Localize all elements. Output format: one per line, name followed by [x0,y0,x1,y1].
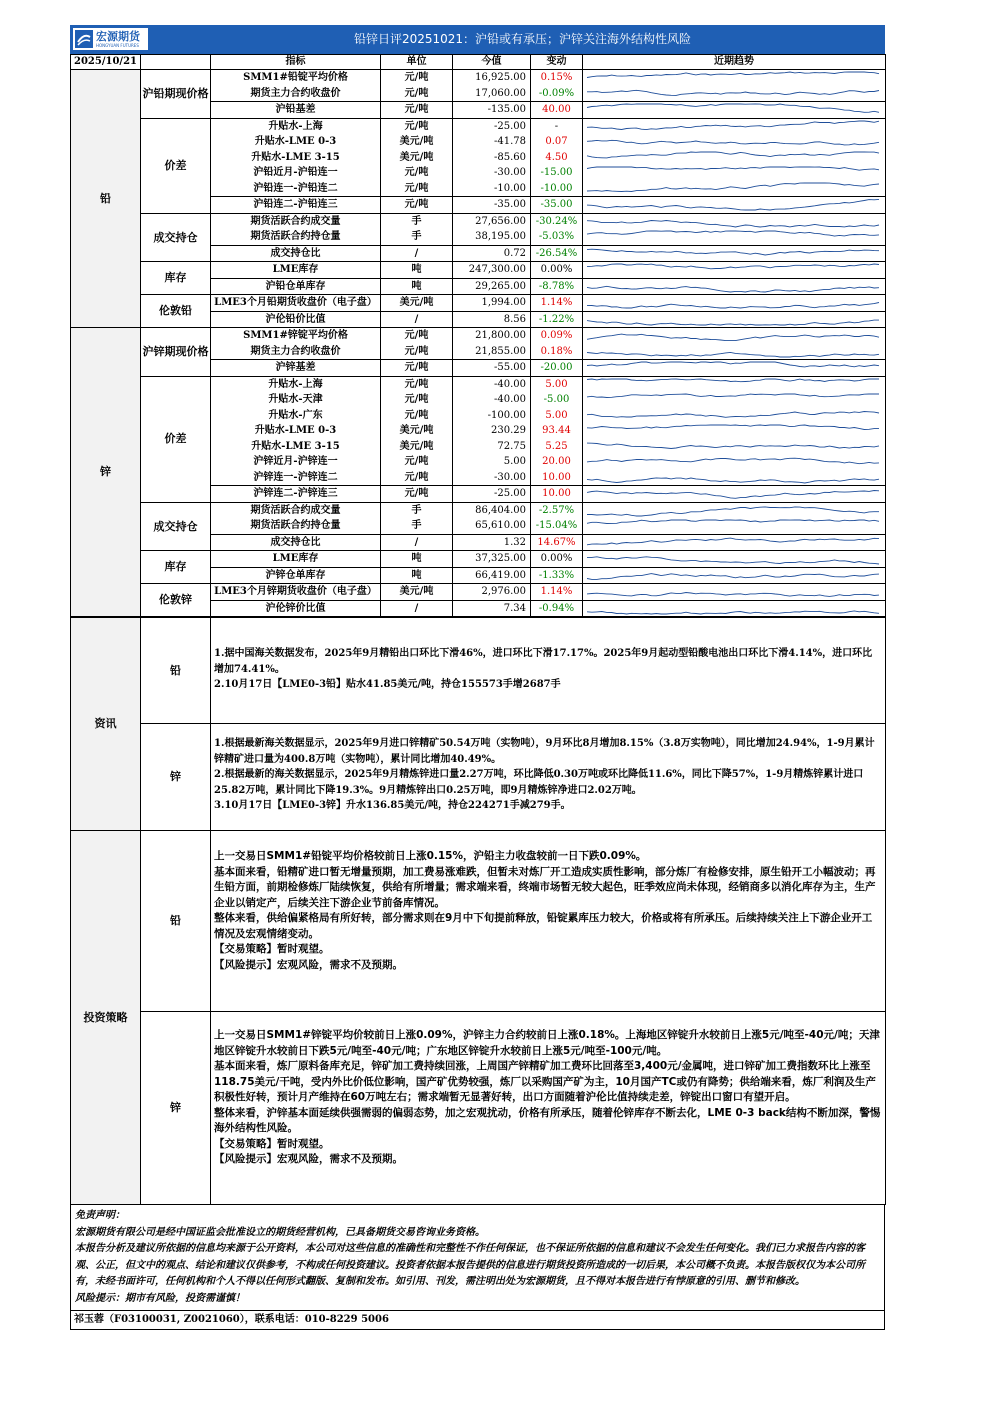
table-row [71,213,886,229]
change-value: -2.57% [531,502,583,518]
trend-sparkline [583,134,883,149]
current-value: -25.00 [453,486,531,503]
group-label: 沪铅期现价格 [141,70,211,119]
strategy-lead-content [211,831,886,1012]
group-label: 库存 [141,551,211,584]
indicator-name: LME3个月锌期货收盘价（电子盘） [211,584,381,601]
table-row [71,551,886,568]
trend-cell [583,439,886,455]
indicator-unit: 吨 [381,262,453,279]
trend-sparkline [583,214,883,229]
trend-cell [583,344,886,360]
table-row [71,70,886,86]
indicator-unit: 元/吨 [381,70,453,86]
current-value: 17,060.00 [453,86,531,102]
change-value: -15.00 [531,165,583,181]
news-zinc-item: 3.10月17日【LME0-3锌】升水136.85美元/吨，持仓224271手减279手。 [214,800,571,811]
indicator-name: 沪铅近月-沪铅连一 [211,165,381,181]
trend-cell [583,518,886,534]
strategy-zinc-content [211,1012,886,1205]
change-value: -10.00 [531,181,583,197]
current-value: -41.78 [453,134,531,150]
indicator-unit: 元/吨 [381,118,453,134]
trend-sparkline [583,246,883,261]
news-zinc-item: 2.根据最新的海关数据显示，2025年9月精炼锌进口量2.27万吨，环比降低0.30万吨或环比降低11.6%，同比下降57%，1-9月精炼锌累计进口25.82万吨，累计同比下降19.3%。9月精炼锌出口0.25万吨，即9月精炼锌净进口2.02万吨。 [214,769,864,796]
indicator-unit: 元/吨 [381,165,453,181]
trend-cell [583,376,886,392]
group-label: 伦敦铅 [141,295,211,328]
header-trend: 近期趋势 [583,55,886,70]
indicator-unit: 元/吨 [381,344,453,360]
header-indicator: 指标 [211,55,381,70]
current-value: 66,419.00 [453,567,531,584]
strategy-zinc-para: 整体来看，沪锌基本面延续供强需弱的偏弱态势，加之宏观扰动，价格有所承压，随着伦锌库存不断去化，LME 0-3 back结构不断加深，警惕海外结构性风险。 [214,1106,881,1134]
trend-cell [583,134,886,150]
trend-cell [583,229,886,245]
change-value: 0.09% [531,328,583,344]
trend-cell [583,470,886,486]
change-value: 0.15% [531,70,583,86]
trend-cell [583,454,886,470]
trend-sparkline [583,535,883,550]
change-value: - [531,118,583,134]
current-value: -85.60 [453,150,531,166]
indicator-name: 沪锌仓单库存 [211,567,381,584]
indicator-unit: 元/吨 [381,181,453,197]
trend-sparkline [583,503,883,518]
news-lead-content [211,618,886,724]
indicator-name: LME库存 [211,551,381,568]
indicator-unit: 元/吨 [381,392,453,408]
disclaimer-para: 本报告分析及建议所依据的信息均来源于公开资料，本公司对这些信息的准确性和完整性不作任何保证，也不保证所依据的信息和建议不会发生任何变化。我们已力求报告内容的客观、公正，但文中的观点、结论和建议仅供参考，不构成任何投资建议。投资者依据本报告提供的信息进行期货投资所造成的一切后果，本公司概不负责。本报告版权仅为本公司所有，未经书面许可，任何机构和个人不得以任何形式翻版、复制和发布。如引用、刊发，需注明出处为宏源期货，且不得对本报告进行有悖原意的引用、删节和修改。 [75,1243,865,1287]
table-row [71,502,886,518]
trend-sparkline [583,102,883,117]
current-value: 86,404.00 [453,502,531,518]
current-value: 5.00 [453,454,531,470]
trend-sparkline [583,344,883,359]
current-value: 21,855.00 [453,344,531,360]
strategy-category: 投资策略 [71,831,141,1205]
strategy-lead-para: 上一交易日SMM1#铅锭平均价格较前日上涨0.15%，沪铅主力收盘较前一日下跌0.09%。 [214,850,647,862]
change-value: 5.00 [531,376,583,392]
current-value: 72.75 [453,439,531,455]
indicator-name: 沪锌连一-沪锌连二 [211,470,381,486]
change-value: -5.03% [531,229,583,245]
current-value: 37,325.00 [453,551,531,568]
indicator-name: 沪锌近月-沪锌连一 [211,454,381,470]
trend-sparkline [583,86,883,101]
current-value: 1.32 [453,534,531,551]
group-label: 价差 [141,376,211,502]
change-value: 5.00 [531,408,583,424]
trend-cell [583,311,886,328]
change-value: 5.25 [531,439,583,455]
metal-category: 锌 [71,328,141,617]
current-value: -10.00 [453,181,531,197]
table-header-row [71,55,886,70]
trend-cell [583,181,886,197]
trend-cell [583,408,886,424]
current-value: -30.00 [453,165,531,181]
trend-sparkline [583,150,883,165]
title-bar [70,25,885,54]
trend-sparkline [583,312,883,327]
group-label: 成交持仓 [141,502,211,551]
trend-sparkline [583,470,883,485]
header-blank [141,55,211,70]
indicator-unit: 元/吨 [381,102,453,119]
current-value: 8.56 [453,311,531,328]
change-value: -8.78% [531,278,583,295]
indicator-name: 沪铅连一-沪铅连二 [211,181,381,197]
trend-cell [583,534,886,551]
indicator-unit: 美元/吨 [381,150,453,166]
current-value: -135.00 [453,102,531,119]
group-label: 伦敦锌 [141,584,211,617]
indicator-unit: 手 [381,502,453,518]
trend-sparkline [583,551,883,566]
trend-cell [583,118,886,134]
news-strategy-table [70,617,886,1205]
news-zinc-row [71,724,886,831]
change-value: -30.24% [531,213,583,229]
change-value: -5.00 [531,392,583,408]
strategy-zinc-para: 【风险提示】宏观风险，需求不及预期。 [214,1153,403,1165]
change-value: 10.00 [531,470,583,486]
indicator-name: 升贴水-LME 0-3 [211,423,381,439]
trend-sparkline [583,601,883,616]
current-value: 21,800.00 [453,328,531,344]
indicator-unit: 元/吨 [381,328,453,344]
trend-cell [583,165,886,181]
change-value: 93.44 [531,423,583,439]
current-value: -30.00 [453,470,531,486]
header-value: 今值 [453,55,531,70]
trend-sparkline [583,165,883,180]
change-value: 0.07 [531,134,583,150]
indicator-unit: 元/吨 [381,486,453,503]
change-value: 0.00% [531,262,583,279]
indicator-unit: 美元/吨 [381,134,453,150]
indicator-name: 沪锌基差 [211,360,381,377]
current-value: -55.00 [453,360,531,377]
indicator-unit: / [381,311,453,328]
trend-sparkline [583,377,883,392]
trend-sparkline [583,408,883,423]
strategy-lead-label: 铅 [141,831,211,1012]
change-value: -15.04% [531,518,583,534]
news-lead-row [71,618,886,724]
group-label: 沪锌期现价格 [141,328,211,377]
change-value: 1.14% [531,295,583,312]
indicator-unit: 手 [381,229,453,245]
current-value: -100.00 [453,408,531,424]
trend-sparkline [583,486,883,501]
current-value: 230.29 [453,423,531,439]
indicator-name: 期货活跃合约成交量 [211,213,381,229]
news-lead-item: 1.据中国海关数据发布，2025年9月精铅出口环比下滑46%，进口环比下滑17.17%。2025年9月起动型铅酸电池出口环比下滑4.14%，进口环比增加74.41%。 [214,648,873,675]
indicator-unit: 元/吨 [381,197,453,214]
change-value: 10.00 [531,486,583,503]
news-lead-item: 2.10月17日【LME0-3铅】贴水41.85美元/吨，持仓155573手增2687手 [214,679,561,690]
indicator-unit: 元/吨 [381,470,453,486]
current-value: 7.34 [453,600,531,617]
trend-sparkline [583,262,883,277]
strategy-lead-para: 整体来看，供给偏紧格局有所好转，部分需求则在9月中下旬提前释放，铅锭累库压力较大，价格或将有所承压。后续持续关注上下游企业开工情况及宏观情绪变动。 [214,912,873,940]
indicator-name: 成交持仓比 [211,534,381,551]
indicator-unit: 元/吨 [381,86,453,102]
indicator-name: 期货主力合约收盘价 [211,344,381,360]
indicator-name: 升贴水-LME 3-15 [211,439,381,455]
trend-cell [583,551,886,568]
trend-cell [583,197,886,214]
indicator-name: 沪伦铅价比值 [211,311,381,328]
group-label: 价差 [141,118,211,213]
indicator-unit: 手 [381,518,453,534]
table-row [71,584,886,601]
indicator-name: SMM1#锌锭平均价格 [211,328,381,344]
change-value: -35.00 [531,197,583,214]
news-lead-label: 铅 [141,618,211,724]
trend-cell [583,86,886,102]
current-value: 247,300.00 [453,262,531,279]
trend-cell [583,567,886,584]
report-document [70,25,885,1330]
indicator-unit: 美元/吨 [381,295,453,312]
trend-cell [583,213,886,229]
indicator-unit: / [381,245,453,262]
company-logo [73,28,148,50]
indicator-name: 期货活跃合约持仓量 [211,518,381,534]
header-unit: 单位 [381,55,453,70]
indicator-name: 期货主力合约收盘价 [211,86,381,102]
indicator-name: 升贴水-上海 [211,376,381,392]
data-table [70,54,886,617]
indicator-name: 升贴水-LME 3-15 [211,150,381,166]
logo-text-en: HONGYUAN FUTURES [96,42,139,48]
trend-cell [583,278,886,295]
indicator-name: LME库存 [211,262,381,279]
trend-sparkline [583,279,883,294]
trend-cell [583,423,886,439]
indicator-unit: 元/吨 [381,360,453,377]
indicator-name: 升贴水-上海 [211,118,381,134]
strategy-lead-row [71,831,886,1012]
report-title: 铅锌日评20251021：沪铅或有承压；沪锌关注海外结构性风险 [353,32,692,46]
trend-sparkline [583,518,883,533]
trend-sparkline [583,454,883,469]
indicator-unit: 元/吨 [381,408,453,424]
strategy-zinc-label: 锌 [141,1012,211,1205]
current-value: 29,265.00 [453,278,531,295]
change-value: -20.00 [531,360,583,377]
trend-cell [583,600,886,617]
trend-cell [583,328,886,344]
indicator-name: 沪铅连二-沪铅连三 [211,197,381,214]
trend-cell [583,295,886,312]
trend-sparkline [583,119,883,134]
trend-cell [583,102,886,119]
current-value: 1,994.00 [453,295,531,312]
indicator-name: 沪伦锌价比值 [211,600,381,617]
indicator-unit: 美元/吨 [381,584,453,601]
news-zinc-item: 1.根据最新海关数据显示，2025年9月进口锌精矿50.54万吨（实物吨），9月环比8月增加8.15%（3.8万实物吨），同比增加24.94%，1-9月累计锌精矿进口量为400.8万吨（实物吨），累计同比增加40.49%。 [214,738,875,765]
trend-cell [583,70,886,86]
change-value: 0.18% [531,344,583,360]
current-value: 38,195.00 [453,229,531,245]
trend-cell [583,392,886,408]
news-category: 资讯 [71,618,141,831]
header-date: 2025/10/21 [71,55,141,70]
change-value: 14.67% [531,534,583,551]
current-value: -25.00 [453,118,531,134]
indicator-unit: / [381,600,453,617]
trend-cell [583,584,886,601]
change-value: 0.00% [531,551,583,568]
strategy-zinc-para: 上一交易日SMM1#锌锭平均价较前日上涨0.09%，沪锌主力合约较前日上涨0.18%。上海地区锌锭升水较前日上涨5元/吨至-40元/吨；天津地区锌锭升水较前日下跌5元/吨至-40元/吨；广东地区锌锭升水较前日上涨5元/吨至-100元/吨。 [214,1029,880,1057]
trend-sparkline [583,295,883,310]
change-value: -1.33% [531,567,583,584]
news-zinc-content [211,724,886,831]
current-value: 2,976.00 [453,584,531,601]
current-value: -40.00 [453,392,531,408]
indicator-name: SMM1#铅锭平均价格 [211,70,381,86]
table-row [71,262,886,279]
strategy-lead-para: 基本面来看，铅精矿进口暂无增量预期，加工费易涨难跌，但暂未对炼厂开工造成实质性影响，部分炼厂有检修安排，原生铅开工小幅波动；再生铅方面，前期检修炼厂陆续恢复，供给有所增量；需求端来看，终端市场暂无较大起色，旺季效应尚未体现，经销商多以消化库存为主，生产企业以销定产，后续关注下游企业节前备库情况。 [214,865,876,909]
indicator-name: 升贴水-广东 [211,408,381,424]
trend-sparkline [583,392,883,407]
table-row [71,376,886,392]
metal-category: 铅 [71,70,141,328]
trend-sparkline [583,423,883,438]
indicator-unit: 手 [381,213,453,229]
trend-sparkline [583,70,883,85]
indicator-unit: 美元/吨 [381,439,453,455]
news-zinc-label: 锌 [141,724,211,831]
table-row [71,118,886,134]
trend-sparkline [583,181,883,196]
current-value: 0.72 [453,245,531,262]
disclaimer [70,1205,885,1311]
current-value: -35.00 [453,197,531,214]
indicator-name: 沪铅基差 [211,102,381,119]
trend-sparkline [583,229,883,244]
indicator-unit: / [381,534,453,551]
trend-sparkline [583,584,883,599]
trend-sparkline [583,328,883,343]
logo-mark-icon [75,30,93,48]
strategy-zinc-row [71,1012,886,1205]
change-value: 20.00 [531,454,583,470]
indicator-unit: 吨 [381,567,453,584]
trend-cell [583,150,886,166]
indicator-name: 期货活跃合约持仓量 [211,229,381,245]
trend-cell [583,360,886,377]
disclaimer-para: 风险提示：期市有风险，投资需谨慎！ [75,1292,245,1304]
trend-sparkline [583,197,883,212]
group-label: 成交持仓 [141,213,211,262]
trend-sparkline [583,439,883,454]
analyst-contact: 祁玉蓉（F03100031, Z0021060），联系电话：010-8229 5006 [70,1311,885,1330]
current-value: -40.00 [453,376,531,392]
indicator-unit: 元/吨 [381,376,453,392]
disclaimer-title: 免责声明： [75,1210,125,1221]
indicator-name: 沪锌连二-沪锌连三 [211,486,381,503]
change-value: 40.00 [531,102,583,119]
change-value: -0.09% [531,86,583,102]
strategy-zinc-para: 【交易策略】暂时观望。 [214,1137,330,1150]
current-value: 27,656.00 [453,213,531,229]
current-value: 16,925.00 [453,70,531,86]
indicator-unit: 美元/吨 [381,423,453,439]
strategy-lead-para: 【风险提示】宏观风险，需求不及预期。 [214,958,403,971]
indicator-name: 升贴水-LME 0-3 [211,134,381,150]
indicator-name: 升贴水-天津 [211,392,381,408]
strategy-zinc-para: 基本面来看，炼厂原料备库充足，锌矿加工费持续回涨，上周国产锌精矿加工费环比回落至3,400元/金属吨，进口锌矿加工费指数环比上涨至118.75美元/干吨，受内外比价低位影响，国产矿优势较强，炼厂以采购国产矿为主，10月国产TC或仍有降势；供给端来看，炼厂利润及生产积极性好转，预计月产维持在60万吨左右；需求端暂无显著好转，出口方面随着沪伦比值持续走差，锌锭出口窗口有望开启。 [214,1060,876,1103]
change-value: -1.22% [531,311,583,328]
trend-cell [583,486,886,503]
disclaimer-para: 宏源期货有限公司是经中国证监会批准设立的期货经营机构，已具备期货交易咨询业务资格。 [75,1226,485,1238]
trend-cell [583,262,886,279]
table-row [71,295,886,312]
change-value: 1.14% [531,584,583,601]
change-value: 4.50 [531,150,583,166]
indicator-name: 成交持仓比 [211,245,381,262]
trend-cell [583,502,886,518]
indicator-name: 期货活跃合约成交量 [211,502,381,518]
indicator-unit: 吨 [381,551,453,568]
trend-sparkline [583,360,883,375]
indicator-name: LME3个月铅期货收盘价（电子盘） [211,295,381,312]
trend-sparkline [583,568,883,583]
change-value: -26.54% [531,245,583,262]
logo-text-cn: 宏源期货 [96,29,140,43]
indicator-name: 沪铅仓单库存 [211,278,381,295]
group-label: 库存 [141,262,211,295]
indicator-unit: 元/吨 [381,454,453,470]
table-row [71,328,886,344]
trend-cell [583,245,886,262]
strategy-lead-para: 【交易策略】暂时观望。 [214,943,330,955]
current-value: 65,610.00 [453,518,531,534]
change-value: -0.94% [531,600,583,617]
header-change: 变动 [531,55,583,70]
indicator-unit: 吨 [381,278,453,295]
